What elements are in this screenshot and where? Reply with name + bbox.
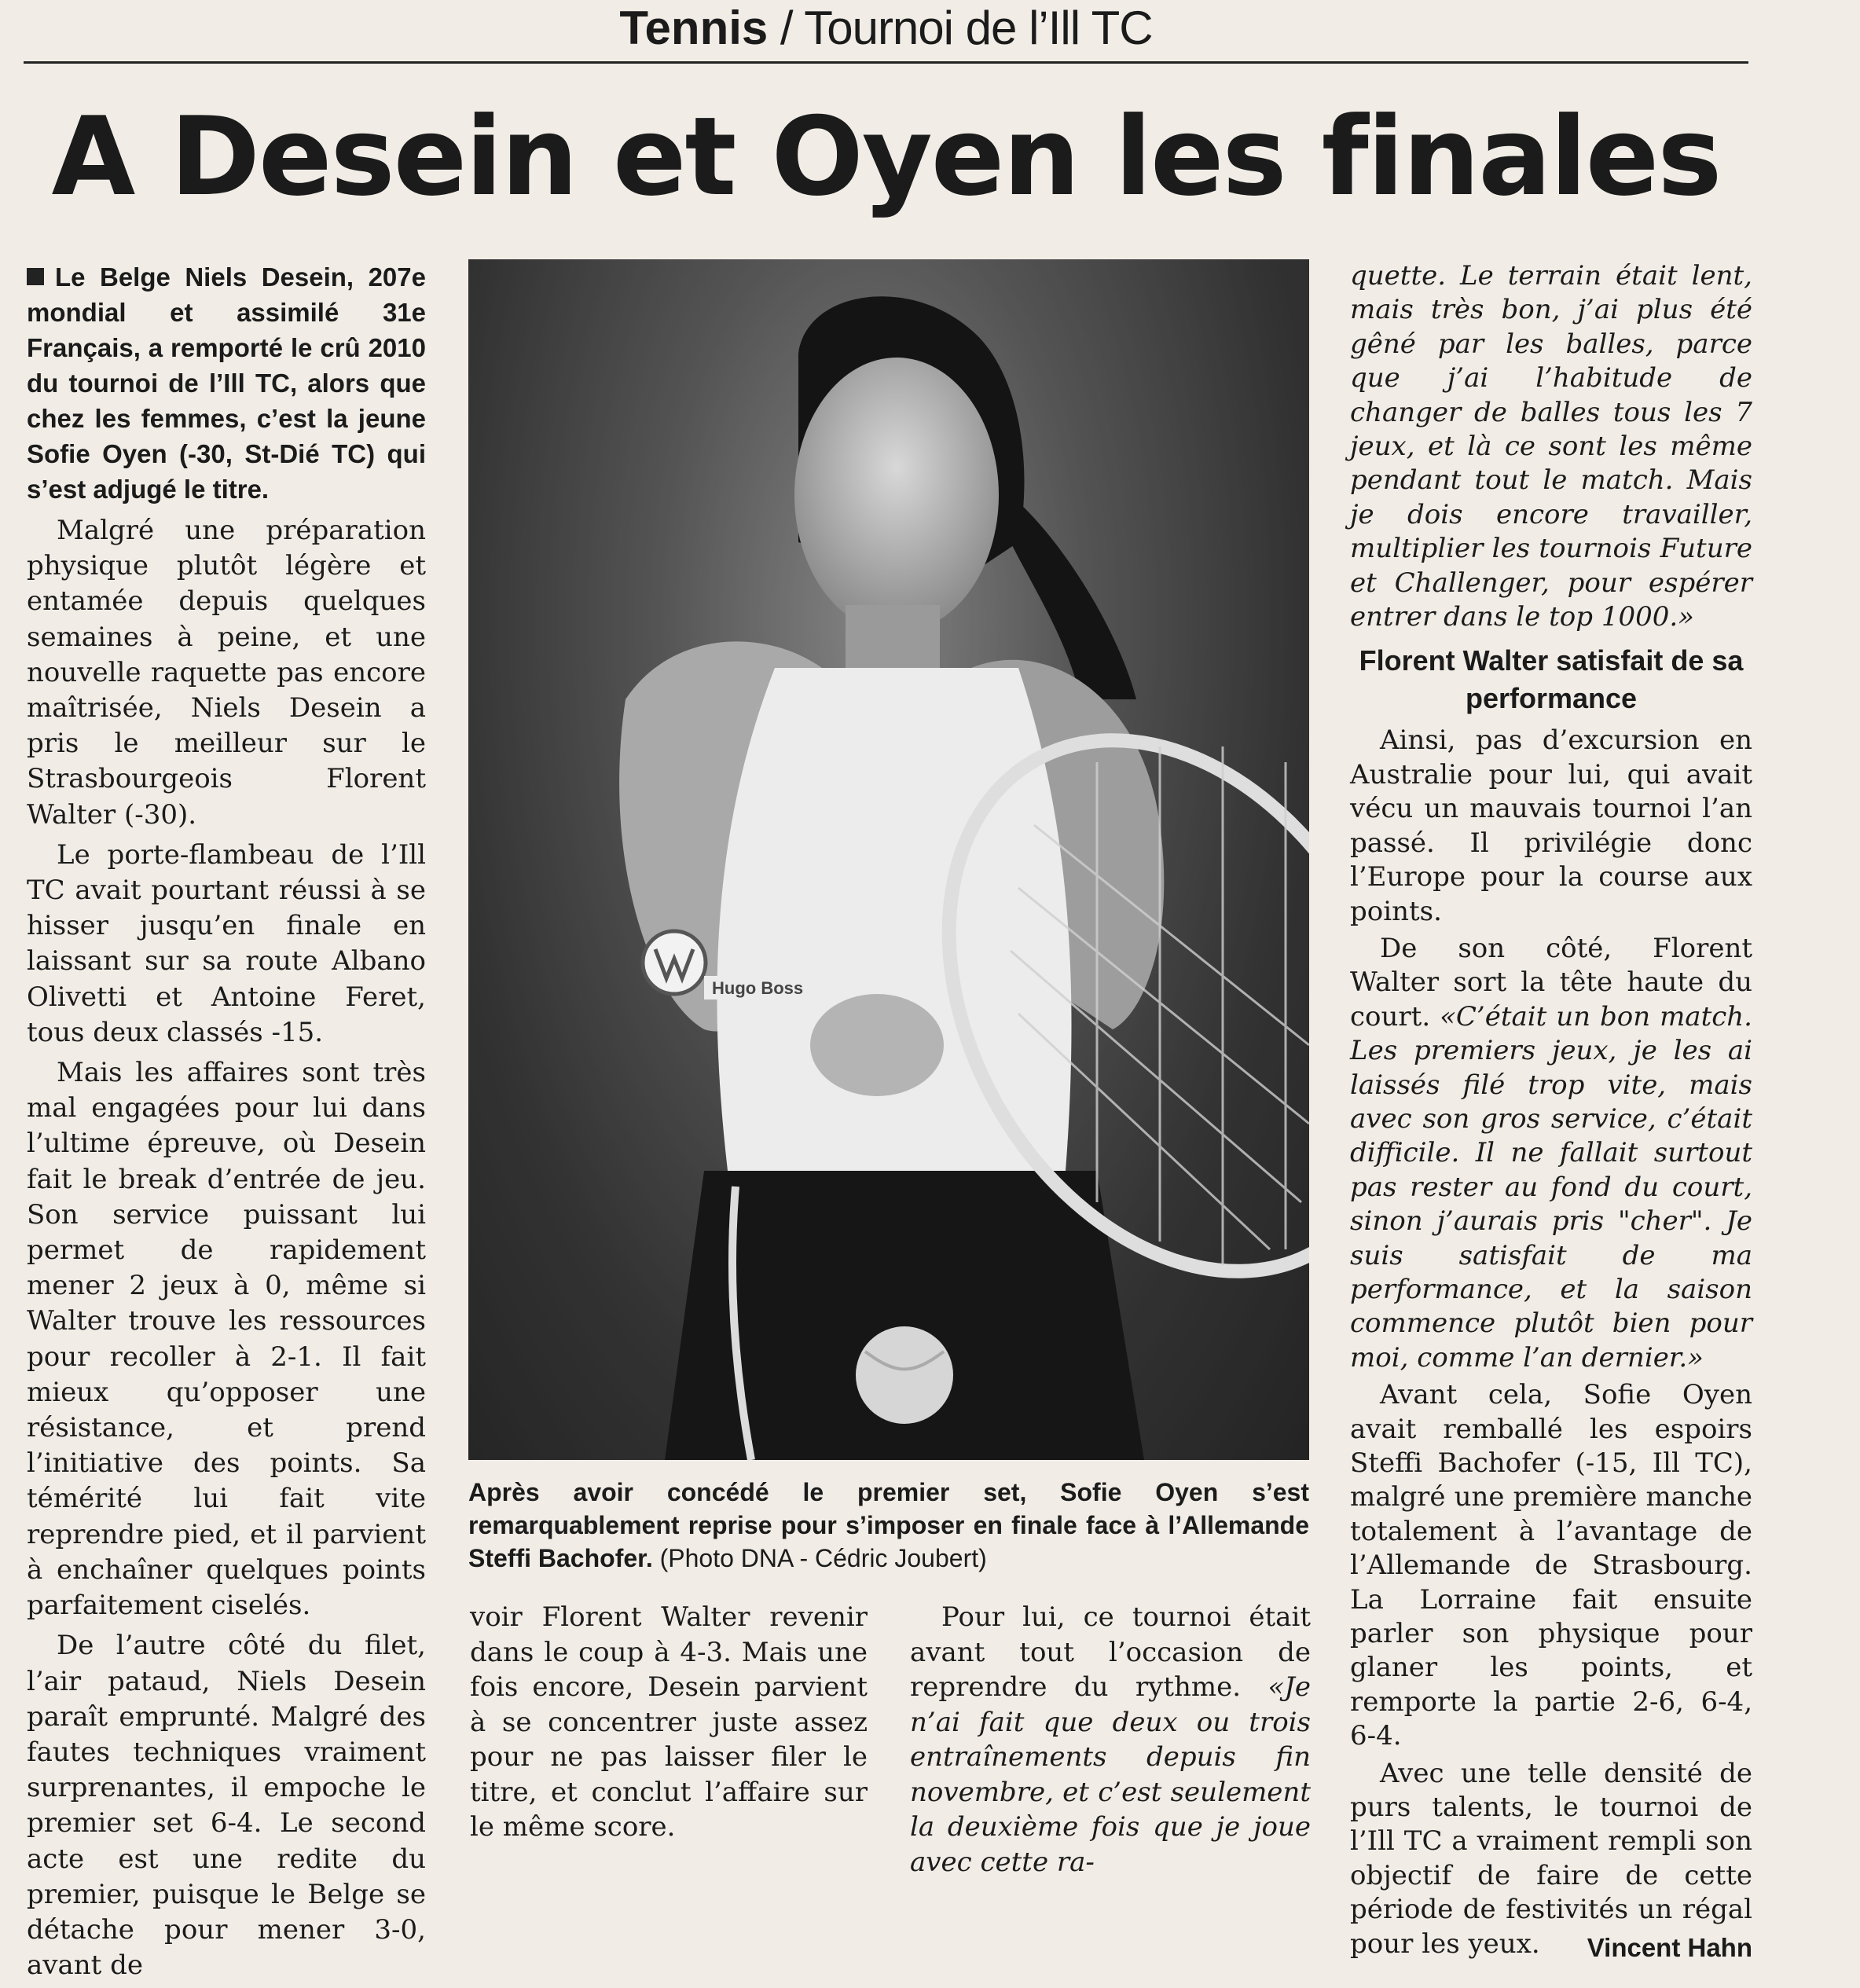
- paragraph: De son côté, Florent Walter sort la tête haute du court. «C’était un bon match. Les premiers jeux, je les ai laissés filé trop vite, mais avec son gros service, c’était difficile. Il ne fallait surtout pas rester au fond du court, sinon j’aurais pris "cher". Je suis satisfait de ma performance, et la saison commence plutôt bien pour moi, comme l’an dernier.»: [1350, 932, 1752, 1374]
- column-4: [1350, 259, 1752, 1964]
- rubric-subtitle: Tournoi de l’Ill TC: [804, 2, 1153, 54]
- paragraph: voir Florent Walter revenir dans le coup à 4-3. Mais une fois encore, Desein parvient à se concentrer juste assez pour ne pas laisser filer le titre, et conclut l’affaire sur le même score.: [470, 1601, 868, 1843]
- column-2: [470, 1600, 868, 1845]
- paragraph: Avant cela, Sofie Oyen avait remballé les espoirs Steffi Bachofer (-15, Ill TC), malgré une première manche totalement à l’avantage de l’Allemande de Strasbourg. La Lorraine fait ensuite parler son physique pour glaner les points, et remporte la partie 2-6, 6-4, 6-4.: [1350, 1379, 1752, 1752]
- quote-continued: quette. Le terrain était lent, mais très bon, j’ai plus été gêné par les balles, parce que j’ai l’habitude de changer de balles tous les 7 jeux, et là ce sont les même pendant tout le match. Mais je dois encore travailler, multiplier les tournois Future et Challenger, pour espérer entrer dans le top 1000.»: [1350, 260, 1752, 633]
- author-signature: Vincent Hahn: [1587, 1933, 1752, 1963]
- paragraph: Le porte-flambeau de l’Ill TC avait pourtant réussi à se hisser jusqu’en finale en laissant sur sa route Albano Olivetti et Antoine Feret, tous deux classés -15.: [27, 838, 426, 1048]
- photo-caption: [468, 1476, 1309, 1575]
- section-rubric: [24, 0, 1748, 57]
- column-3: [910, 1600, 1311, 1880]
- article-photo: [468, 259, 1309, 1460]
- header-rule: [24, 61, 1748, 64]
- caption-text: Après avoir concédé le premier set, Sofie Oyen s’est remarquablement reprise pour s’imposer en finale face à l’Allemande Steffi Bachofer.: [468, 1478, 1309, 1572]
- section-label: Tennis: [619, 2, 769, 54]
- quote: «C’était un bon match. Les premiers jeux, je les ai laissés filé trop vite, mais avec son gros service, c’était difficile. Il ne fallait surtout pas rester au fond du court, sinon j’aurais pris "cher". Je suis satisfait de ma performance, et la saison commence plutôt bien pour moi, comme l’an dernier.»: [1350, 1000, 1752, 1374]
- paragraph: Ainsi, pas d’excursion en Australie pour lui, qui avait vécu un mauvais tournoi l’an passé. Il privilégie donc l’Europe pour la course aux points.: [1350, 724, 1752, 927]
- paragraph: Mais les affaires sont très mal engagées pour lui dans l’ultime épreuve, où Desein fait le break d’entrée de jeu. Son service puissant lui permet de rapidement mener 2 jeux à 0, même si Walter trouve les ressources pour recoller à 2-1. Il fait mieux qu’opposer une résistance, et prend l’initiative des points. Sa témérité lui fait vite reprendre pied, et il parvient à enchaîner quelques points parfaitement ciselés.: [27, 1057, 426, 1622]
- paragraph: Avec une telle densité de purs talents, le tournoi de l’Ill TC a vraiment rempli son objectif de faire de cette période de festivités un régal pour les yeux.: [1350, 1757, 1752, 1960]
- paragraph: Pour lui, ce tournoi était avant tout l’occasion de reprendre du rythme. «Je n’ai fait que deux ou trois entraînements depuis fin novembre, et c’est seulement la deuxième fois que je joue avec cette ra-: [910, 1601, 1311, 1878]
- quote: «Je n’ai fait que deux ou trois entraînements depuis fin novembre, et c’est seulement la deuxième fois que je joue avec cette ra-: [910, 1671, 1311, 1878]
- article-headline: A Desein et Oyen les finales: [51, 94, 1721, 220]
- intertitle: Florent Walter satisfait de sa performance: [1359, 644, 1744, 715]
- paragraph: De l’autre côté du filet, l’air pataud, Niels Desein paraît emprunté. Malgré des fautes techniques vraiment surprenantes, il empoche le premier set 6-4. Le second acte est une redite du premier, puisque le Belge se détache pour mener 3-0, avant de: [27, 1630, 426, 1982]
- column-1: [27, 259, 426, 1988]
- article-lead: Le Belge Niels Desein, 207e mondial et assimilé 31e Français, a remporté le crû 2010 du tournoi de l’Ill TC, alors que chez les femmes, c’est la jeune Sofie Oyen (-30, St-Dié TC) qui s’est adjugé le titre.: [27, 262, 426, 504]
- paragraph: Malgré une préparation physique plutôt légère et entamée depuis quelques semaines à peine, et une nouvelle raquette pas encore maîtrisée, Niels Desein a pris le meilleur sur le Strasbourgeois Florent Walter (-30).: [27, 515, 426, 831]
- square-bullet-icon: [27, 268, 44, 285]
- tennis-player-photo: [468, 259, 1309, 1460]
- photo-credit: (Photo DNA - Cédric Joubert): [659, 1544, 987, 1572]
- shirt-logo-text: Hugo Boss: [712, 978, 804, 998]
- rubric-separator: /: [768, 2, 805, 54]
